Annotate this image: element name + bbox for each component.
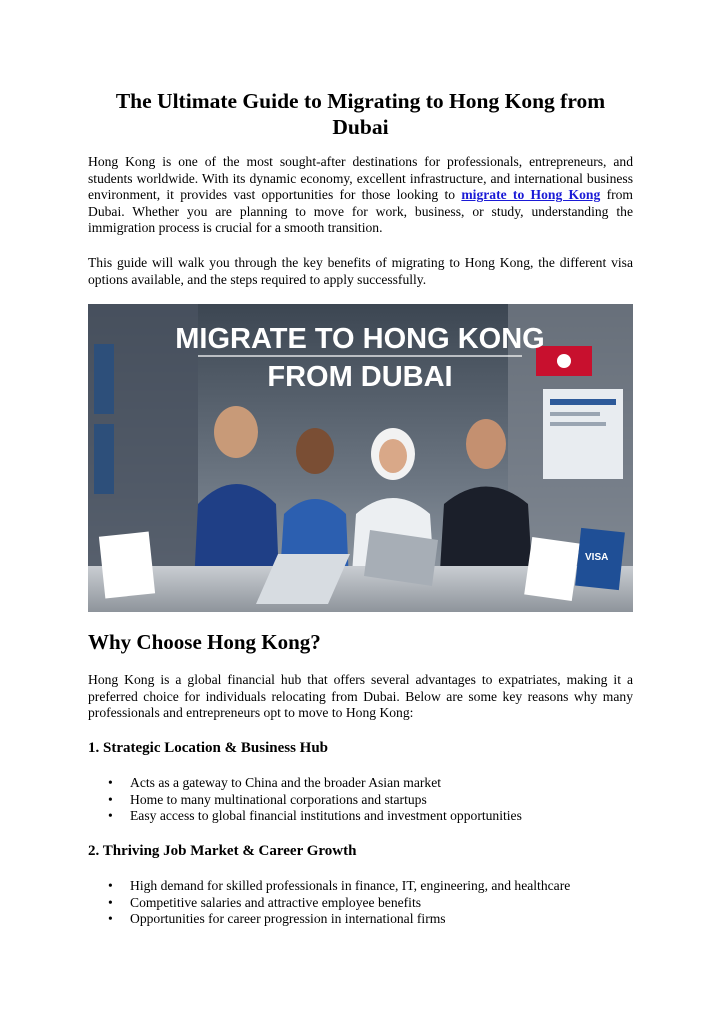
list-item: • High demand for skilled professionals in finance, IT, engineering, and healthcare: [88, 878, 570, 895]
page-title: The Ultimate Guide to Migrating to Hong Kong from Dubai: [115, 89, 606, 139]
intro-paragraph: [88, 154, 633, 237]
subsection-heading-job-market: 2. Thriving Job Market & Career Growth: [88, 843, 357, 859]
intro-text-before-link: Hong Kong is one of the most sought-after destinations for professionals, entrepreneurs, and students worldwide. With its dynamic economy, excellent infrastructure, and international business environment, it provides vast opportunities for those looking to: [88, 154, 633, 203]
list-item: • Home to many multinational corporations and startups: [88, 792, 522, 809]
why-paragraph: Hong Kong is a global financial hub that offers several advantages to expatriates, making it a preferred choice for individuals relocating from Dubai. Below are some key reasons why many professionals and entrepreneurs opt to move to Hong Kong:: [88, 672, 633, 721]
visa-badge-text: VISA: [585, 552, 609, 563]
why-choose-heading: Why Choose Hong Kong?: [88, 630, 321, 654]
list-item: • Competitive salaries and attractive employee benefits: [88, 895, 570, 912]
strategic-location-list: [88, 775, 522, 825]
hero-headline-line2: FROM DUBAI: [267, 361, 453, 393]
hero-image: [88, 304, 633, 612]
job-market-list: [88, 878, 570, 928]
guide-paragraph: This guide will walk you through the key benefits of migrating to Hong Kong, the different visa options available, and the steps required to apply successfully.: [88, 255, 633, 287]
intro-text-after-link: from Dubai. Whether you are planning to move for work, business, or study, understanding the immigration process is crucial for a smooth transition.: [88, 187, 634, 236]
list-item: • Easy access to global financial institutions and investment opportunities: [88, 808, 522, 825]
subsection-heading-strategic-location: 1. Strategic Location & Business Hub: [88, 740, 329, 756]
hero-headline-line1: MIGRATE TO HONG KONG: [175, 323, 545, 355]
migrate-to-hong-kong-link[interactable]: migrate to Hong Kong: [461, 187, 601, 203]
list-item: • Acts as a gateway to China and the broader Asian market: [88, 775, 522, 792]
list-item: • Opportunities for career progression in international firms: [88, 911, 570, 928]
